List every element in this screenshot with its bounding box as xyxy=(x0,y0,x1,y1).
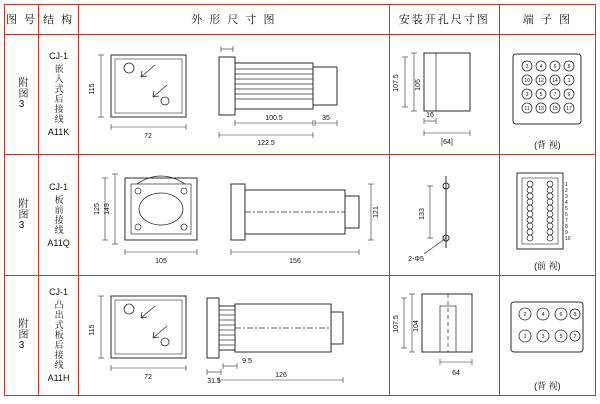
struct-type-2: 板前接线 xyxy=(53,194,64,235)
svg-text:15: 15 xyxy=(552,106,559,113)
outline-drawing-1 xyxy=(81,41,387,147)
svg-text:10: 10 xyxy=(524,78,531,85)
struct-type-3: 凸出式板后接线 xyxy=(53,300,64,371)
dim-2-phi5: 2-Φ5 xyxy=(408,255,425,263)
svg-text:6: 6 xyxy=(554,64,557,71)
cutout-drawing-2 xyxy=(390,162,498,268)
cell-figure-1 xyxy=(5,34,39,154)
dim-9-5: 9.5 xyxy=(241,358,252,366)
cutout-drawing-3 xyxy=(390,282,498,388)
svg-text:5: 5 xyxy=(559,334,563,341)
svg-text:11: 11 xyxy=(524,106,530,113)
cutout-drawing-1 xyxy=(390,41,498,147)
dim-105: 105 xyxy=(415,79,423,92)
dim-107-5: 107.5 xyxy=(393,74,401,93)
svg-text:7: 7 xyxy=(554,92,557,99)
figure-label-1: 附图3 xyxy=(16,77,28,112)
dim-156: 156 xyxy=(289,257,301,265)
dim-105: 105 xyxy=(155,257,167,265)
terminal-caption-1: (背 视) xyxy=(534,140,561,151)
cell-structure-2 xyxy=(39,155,79,275)
cell-outline-3 xyxy=(79,275,390,396)
svg-text:5: 5 xyxy=(565,205,569,212)
header-figure: 图 号 xyxy=(5,5,39,35)
drawing-sheet xyxy=(0,4,600,404)
cell-terminal-3 xyxy=(499,275,595,396)
dim-115: 115 xyxy=(88,324,96,336)
struct-code-3: CJ-1 xyxy=(49,287,69,298)
figure-label-2: 附图3 xyxy=(16,197,28,232)
header-structure: 结 构 xyxy=(39,5,79,35)
svg-text:8: 8 xyxy=(573,312,577,319)
dim-64: 64 xyxy=(452,370,461,378)
svg-text:3: 3 xyxy=(541,334,545,341)
dim-115: 115 xyxy=(88,83,96,95)
table-header-row xyxy=(5,5,596,35)
svg-text:2: 2 xyxy=(565,187,569,194)
svg-text:14: 14 xyxy=(552,78,559,85)
dim-133: 133 xyxy=(419,207,427,220)
struct-code-1: CJ-1 xyxy=(49,51,69,62)
svg-text:12: 12 xyxy=(538,78,545,85)
svg-text:2: 2 xyxy=(523,312,527,319)
dim-100-5: 100.5 xyxy=(265,115,283,123)
svg-text:4: 4 xyxy=(565,199,569,206)
svg-text:9: 9 xyxy=(568,92,571,99)
dim-121: 121 xyxy=(372,205,380,218)
table-row xyxy=(5,155,596,275)
outline-drawing-2 xyxy=(81,162,387,268)
dim-149: 149 xyxy=(103,202,111,215)
svg-text:7: 7 xyxy=(565,217,569,224)
terminal-caption-2: (前 视) xyxy=(534,260,561,271)
dim-64: [64] xyxy=(441,139,454,147)
header-outline: 外 形 尺 寸 图 xyxy=(79,5,390,35)
dim-107-5: 107.5 xyxy=(393,315,401,334)
outline-drawing-3 xyxy=(81,282,387,388)
struct-model-3: A11H xyxy=(47,373,70,384)
svg-text:4: 4 xyxy=(540,64,543,71)
terminal-drawing-3 xyxy=(501,294,593,376)
cell-cutout-2 xyxy=(389,155,499,275)
spec-table xyxy=(4,4,596,396)
svg-text:6: 6 xyxy=(565,211,569,218)
svg-text:5: 5 xyxy=(540,92,543,99)
cell-figure-2 xyxy=(5,155,39,275)
dim-35: 35 xyxy=(321,115,330,123)
svg-text:3: 3 xyxy=(526,92,529,99)
svg-text:9: 9 xyxy=(565,229,569,236)
svg-text:8: 8 xyxy=(568,64,571,71)
struct-model-1: A11K xyxy=(47,127,70,138)
svg-text:3: 3 xyxy=(565,193,569,200)
cell-cutout-3 xyxy=(389,275,499,396)
dim-125: 125 xyxy=(93,202,101,215)
dim-72: 72 xyxy=(143,374,152,382)
struct-model-2: A11Q xyxy=(47,237,70,248)
figure-label-3: 附图3 xyxy=(16,318,28,353)
svg-text:1: 1 xyxy=(568,78,571,85)
svg-text:10: 10 xyxy=(565,235,571,242)
svg-text:7: 7 xyxy=(573,334,577,341)
cell-structure-1 xyxy=(39,34,79,154)
table-row xyxy=(5,34,596,154)
dim-72: 72 xyxy=(143,133,152,141)
header-terminal: 端 子 图 xyxy=(499,5,595,35)
terminal-drawing-1 xyxy=(501,48,593,140)
dim-31-5: 31.5 xyxy=(207,378,221,386)
svg-text:6: 6 xyxy=(559,312,563,319)
dim-16: 16 xyxy=(426,112,435,120)
table-row xyxy=(5,275,596,396)
svg-text:13: 13 xyxy=(538,106,545,113)
cell-figure-3 xyxy=(5,275,39,396)
svg-text:4: 4 xyxy=(541,312,545,319)
dim-126: 126 xyxy=(275,372,287,380)
svg-text:8: 8 xyxy=(565,223,569,230)
struct-type-1: 嵌入式后接线 xyxy=(53,64,64,125)
struct-code-2: CJ-1 xyxy=(49,181,69,192)
svg-text:2: 2 xyxy=(526,64,529,71)
dim-122-5: 122.5 xyxy=(257,140,275,148)
svg-text:1: 1 xyxy=(565,181,569,188)
cell-terminal-2 xyxy=(499,155,595,275)
svg-text:1: 1 xyxy=(523,334,527,341)
cell-terminal-1 xyxy=(499,34,595,154)
cell-outline-1 xyxy=(79,34,390,154)
header-cutout: 安装开孔尺寸图 xyxy=(389,5,499,35)
svg-text:17: 17 xyxy=(566,106,573,113)
cell-structure-3 xyxy=(39,275,79,396)
terminal-caption-3: (背 视) xyxy=(534,381,561,391)
terminal-drawing-2 xyxy=(501,169,593,261)
cell-cutout-1 xyxy=(389,34,499,154)
dim-104: 104 xyxy=(413,320,421,333)
cell-outline-2 xyxy=(79,155,390,275)
